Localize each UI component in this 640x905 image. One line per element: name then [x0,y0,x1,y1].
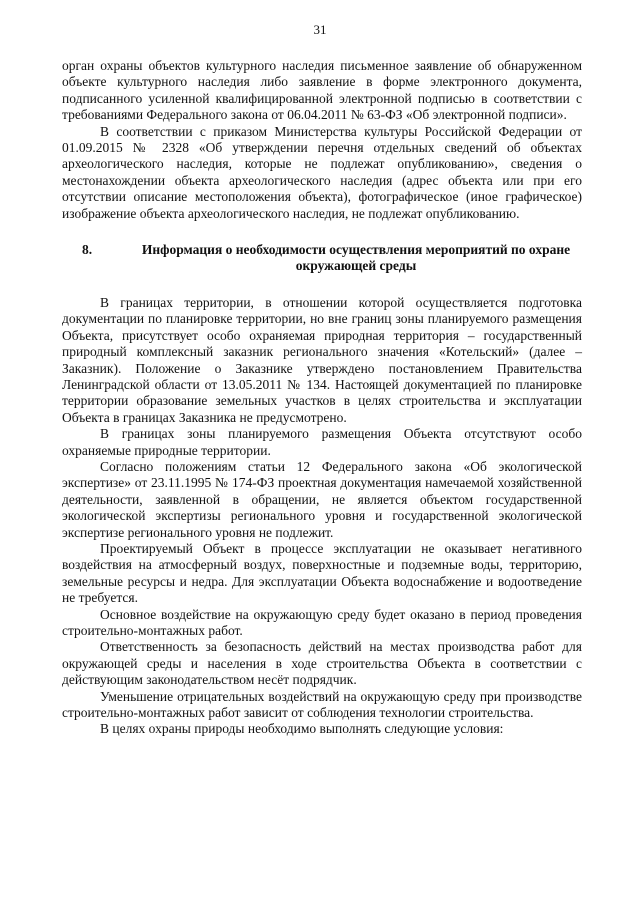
paragraph: Уменьшение отрицательных воздействий на окружающую среду при производстве строительно-монтажных работ зависит от соблюдения технологии строительства. [62,688,582,721]
section-heading [62,242,582,275]
paragraph: орган охраны объектов культурного наследия письменное заявление об обнаруженном объекте культурного наследия либо заявление в форме электронного документа, подписанного усиленной квалифицированной электронной подписью в соответствии с требованиями Федерального закона от 06.04.2011 № 63-ФЗ «Об электронной подписи». [62,58,582,123]
paragraph: В целях охраны природы необходимо выполнять следующие условия: [100,721,504,737]
section-number: 8. [82,242,93,258]
paragraph: В соответствии с приказом Министерства культуры Российской Федерации от 01.09.2015 № 2328 «Об утверждении перечня отдельных сведений об объектах археологического наследия, которые не подлежат опубликованию», сведения о местонахождении объекта археологического наследия (адрес объекта или при его отсутствии описание местоположения объекта), фотографическое (иное графическое) изображение объекта археологического наследия, не подлежат опубликованию. [62,123,582,221]
paragraph: В границах территории, в отношении которой осуществляется подготовка документации по планировке территории, но вне границ зоны планируемого размещения Объекта, присутствует особо охраняемая природная территория – государственный природный комплексный заказник регионального значения «Котельский» (далее – Заказник). Положение о Заказнике утверждено постановлением Правительства Ленинградской области от 13.05.2011 № 134. Настоящей документацией по планировке территории образование земельных участков в целях строительства и эксплуатации Объекта в границах Заказника не предусмотрено. [62,294,582,425]
page-content [62,58,582,738]
paragraph: Ответственность за безопасность действий на местах производства работ для окружающей среды и населения в ходе строительства Объекта в соответствии с действующим законодательством несёт подрядчик. [62,639,582,688]
paragraph: Основное воздействие на окружающую среду будет оказано в период проведения строительно-монтажных работ. [62,606,582,638]
page-number: 31 [313,22,327,37]
section-title: Информация о необходимости осуществления мероприятий по охране окружающей среды [141,242,571,274]
paragraph: В границах зоны планируемого размещения Объекта отсутствуют особо охраняемые природные территории. [62,426,582,458]
paragraph: Согласно положениям статьи 12 Федерального закона «Об экологической экспертизе» от 23.11.1995 № 174-ФЗ проектная документация намечаемой хозяйственной деятельности, заявленной в обращении, не является объектом государственной экологической экспертизы регионального уровня и государственной экологической экспертизе регионального уровня не подлежит. [62,458,582,540]
paragraph: Проектируемый Объект в процессе эксплуатации не оказывает негативного воздействия на атмосферный воздух, поверхностные и подземные воды, территорию, земельные ресурсы и недра. Для эксплуатации Объекта водоснабжение и водоотведение не требуется. [62,540,582,606]
